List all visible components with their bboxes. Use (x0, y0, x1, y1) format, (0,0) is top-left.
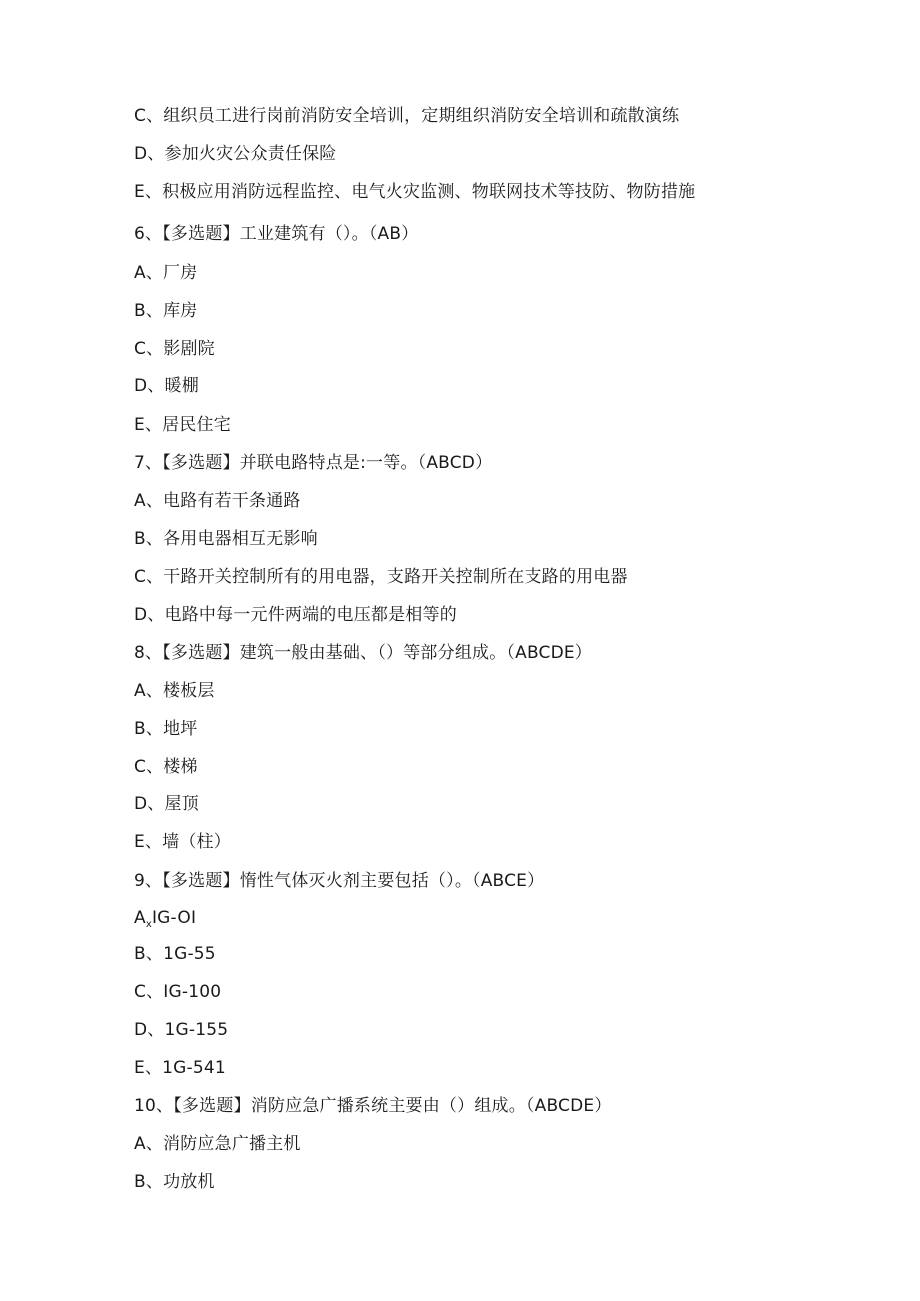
option-line: B、1G-55 (134, 944, 216, 964)
option-line: A、消防应急广播主机 (134, 1134, 301, 1154)
option-line: C、IG-100 (134, 982, 222, 1002)
question-line: 6、【多选题】工业建筑有（）。（AB） (134, 224, 419, 244)
option-line: B、库房 (134, 301, 198, 321)
option-line: C、干路开关控制所有的用电器，支路开关控制所在支路的用电器 (134, 567, 628, 587)
question-line: 10、【多选题】消防应急广播系统主要由（）组成。（ABCDE） (134, 1096, 612, 1116)
option-line: E、墙（柱） (134, 832, 231, 852)
option-line: C、楼梯 (134, 757, 198, 777)
option-line: A、厂房 (134, 263, 198, 283)
option-line: E、居民住宅 (134, 415, 231, 435)
option-line: C、组织员工进行岗前消防安全培训，定期组织消防安全培训和疏散演练 (134, 106, 680, 126)
option-line: B、地坪 (134, 719, 198, 739)
option-letter: A (134, 908, 146, 928)
option-line: C、影剧院 (134, 339, 215, 359)
option-line: A、电路有若干条通路 (134, 491, 301, 511)
option-text: IG-OI (151, 908, 197, 928)
option-line: E、积极应用消防远程监控、电气火灾监测、物联网技术等技防、物防措施 (134, 182, 696, 202)
option-subscript: x (145, 919, 152, 930)
option-line: D、电路中每一元件两端的电压都是相等的 (134, 605, 457, 625)
question-line: 9、【多选题】惰性气体灭火剂主要包括（）。（ABCE） (134, 871, 545, 891)
option-line: A、楼板层 (134, 681, 215, 701)
option-line: D、暖棚 (134, 376, 199, 396)
option-line: D、屋顶 (134, 794, 199, 814)
option-line: E、1G-541 (134, 1058, 226, 1078)
option-line: B、各用电器相互无影响 (134, 529, 318, 549)
question-line: 7、【多选题】并联电路特点是:一等。（ABCD） (134, 453, 493, 473)
option-line: B、功放机 (134, 1172, 215, 1192)
option-line: D、参加火灾公众责任保险 (134, 144, 337, 164)
option-line: D、1G-155 (134, 1020, 229, 1040)
question-line: 8、【多选题】建筑一般由基础、（）等部分组成。（ABCDE） (134, 643, 593, 663)
option-line (134, 906, 196, 930)
